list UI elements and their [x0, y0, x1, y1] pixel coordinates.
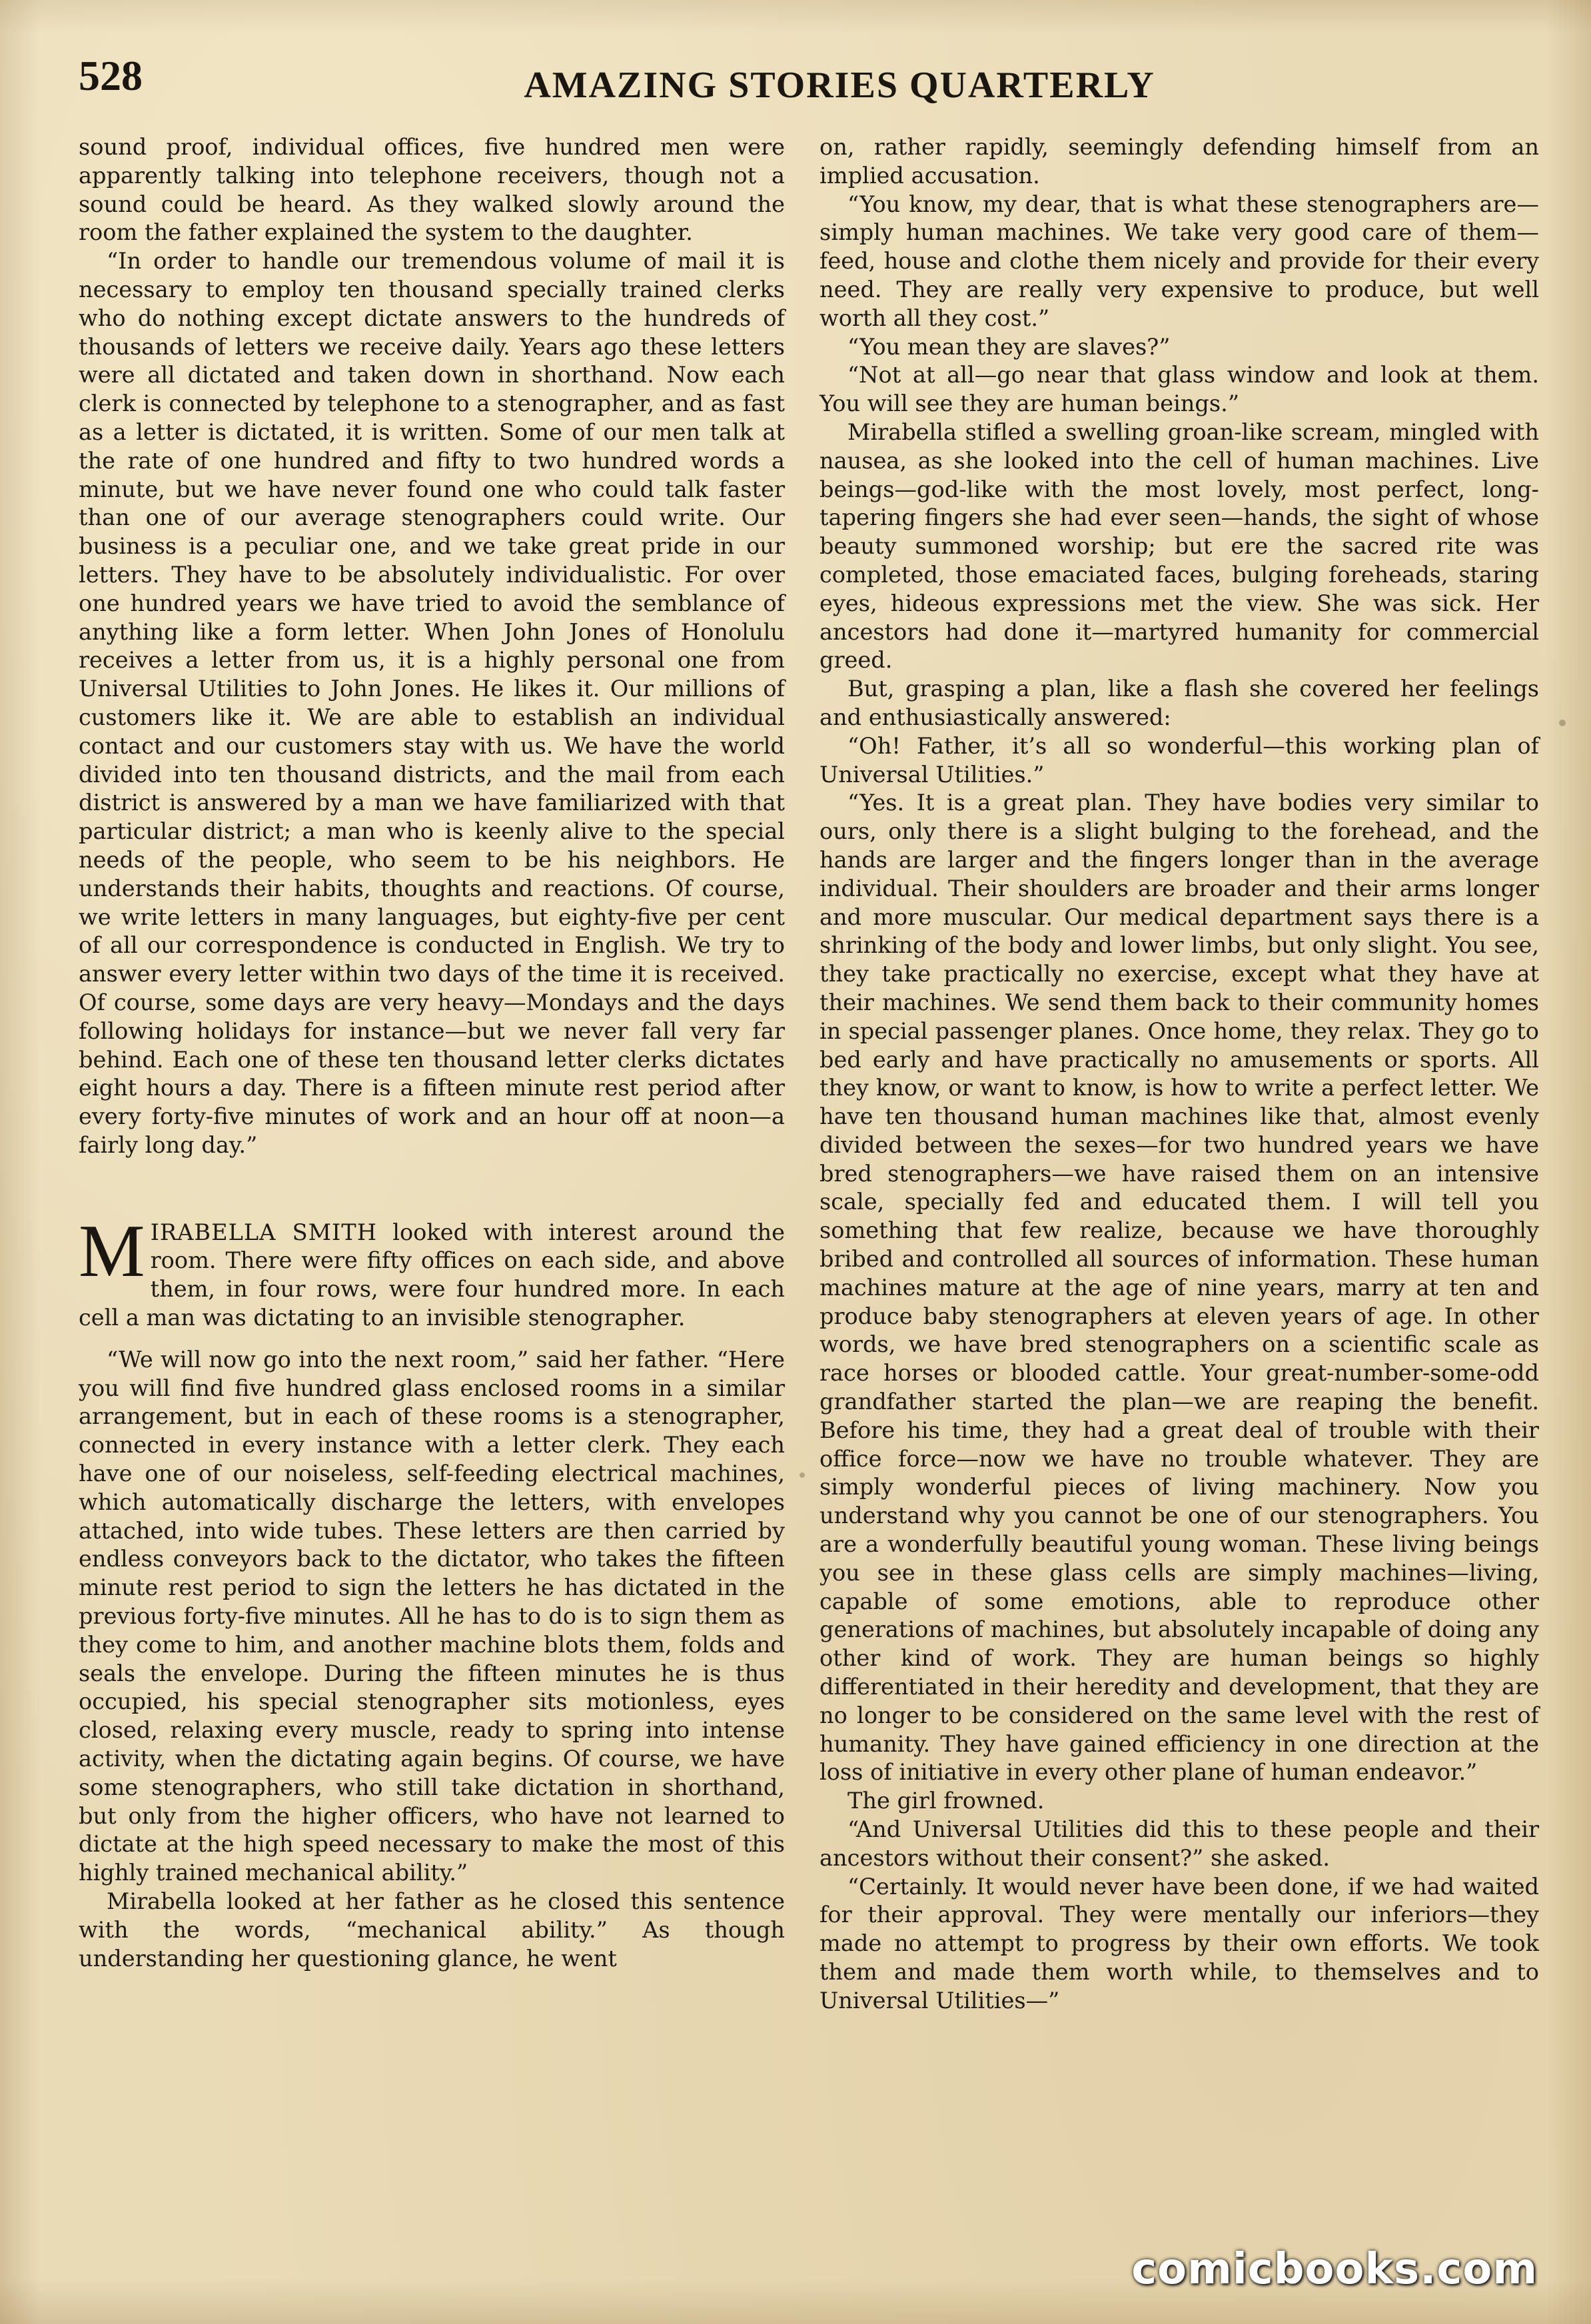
paragraph: “Not at all—go near that glass window and look at them. You will see they are human beings.”	[819, 362, 1539, 417]
paragraph: The girl frowned.	[847, 1788, 1045, 1814]
right-column	[819, 133, 1539, 2016]
paragraph: But, grasping a plan, like a flash she covered her feelings and enthusiastically answered:	[819, 676, 1539, 730]
paragraph: “Certainly. It would never have been done, if we had waited for their approval. They were mentally our inferiors—they made no attempt to progress by their own efforts. We took them and made them worth while, to themselves and to Universal Utilities—”	[819, 1873, 1539, 2014]
paragraph: “You mean they are slaves?”	[847, 333, 1171, 360]
paragraph-text: looked with interest around the room. There were fifty offices on each side, and above them, in four rows, were four hundred more. In each cell a man was dictating to an invisible stenographer.	[79, 1219, 785, 1331]
section-opening-paragraph	[79, 1209, 785, 1333]
small-caps-lead: IRABELLA SMITH	[150, 1219, 377, 1245]
page-number: 528	[79, 52, 143, 99]
paragraph: Mirabella looked at her father as he closed this sentence with the words, “mechanical ability.” As though understanding her questioning glance, he went	[79, 1888, 785, 1972]
paragraph: “Oh! Father, it’s all so wonderful—this working plan of Universal Utilities.”	[819, 732, 1539, 788]
drop-cap: M	[79, 1209, 145, 1293]
paragraph: “And Universal Utilities did this to these people and their ancestors without their consent?” she asked.	[819, 1816, 1539, 1871]
paragraph: “Yes. It is a great plan. They have bodies very similar to ours, only there is a slight bulging to the forehead, and the hands are larger and the fingers longer than in the average individual. Their shoulders are broader and their arms longer and more muscular. Our medical department says there is a shrinking of the body and lower limbs, but only slight. You see, they take practically no exercise, except what they have at their machines. We send them back to their community homes in special passenger planes. Once home, they relax. They go to bed early and have practically no amusements or sports. All they know, or want to know, is how to write a perfect letter. We have ten thousand human machines like that, almost evenly divided between the sexes—for two hundred years we have bred stenographers—we have raised them on an intensive scale, specially fed and educated them. I will tell you something that few realize, because we have thoroughly bribed and controlled all sources of information. These human machines mature at the age of nine years, marry at ten and produce baby stenographers at eleven years of age. In other words, we have bred stenographers on a scientific scale as race horses or blooded cattle. Your great-number-some-odd grandfather started the plan—we are reaping the benefit. Before his time, they had a great deal of trouble with their office force—now we have no trouble whatever. They are simply wonderful pieces of living machinery. Now you understand why you cannot be one of our stenographers. You are a wonderfully beautiful young woman. These living beings you see in these glass cells are simply machines—living, capable of some emotions, able to reproduce other generations of machines, but absolutely incapable of doing any other kind of work. They are human beings so highly differentiated in their heredity and development, that they are no longer to be considered on the same level with the rest of humanity. They have gained efficiency in one direction at the loss of initiative in every other plane of human endeavor.”	[819, 790, 1539, 1786]
paragraph: “You know, my dear, that is what these stenographers are—simply human machines. We take very good care of them—feed, house and clothe them nicely and provide for their every need. They are really very expensive to produce, but well worth all they cost.”	[819, 191, 1539, 331]
paragraph: “In order to handle our tremendous volume of mail it is necessary to employ ten thousand specially trained clerks who do nothing except dictate answers to the hundreds of thousands of letters we receive daily. Years ago these letters were all dictated and taken down in shorthand. Now each clerk is connected by telephone to a stenographer, and as fast as a letter is dictated, it is written. Some of our men talk at the rate of one hundred and fifty to two hundred words a minute, but we have never found one who could talk faster than one of our average stenographers could write. Our business is a peculiar one, and we take great pride in our letters. They have to be absolutely individualistic. For over one hundred years we have tried to avoid the semblance of anything like a form letter. When John Jones of Honolulu receives a letter from us, it is a highly personal one from Universal Utilities to John Jones. He likes it. Our millions of customers like it. We are able to establish an individual contact and our customers stay with us. We have the world divided into ten thousand districts, and the mail from each district is answered by a man we have familiarized with that particular district; a man who is keenly alive to the special needs of the people, who seem to be his neighbors. He understands their habits, thoughts and reactions. Of course, we write letters in many languages, but eighty-five per cent of all our correspondence is conducted in English. We try to answer every letter within two days of the time it is received. Of course, some days are very heavy—Mondays and the days following holidays for instance—but we never fall very far behind. Each one of these ten thousand letter clerks dictates eight hours a day. There is a fifteen minute rest period after every forty-five minutes of work and an hour off at noon—a fairly long day.”	[79, 248, 785, 1158]
ink-spot	[799, 1472, 805, 1478]
watermark-logo: comicbooks.com	[1131, 2245, 1538, 2294]
paragraph: Mirabella stifled a swelling groan-like scream, mingled with nausea, as she looked into the cell of human machines. Live beings—god-like with the most lovely, most perfect, long-tapering fingers she had ever seen—hands, the sight of whose beauty summoned worship; but ere the sacred rite was completed, those emaciated faces, bulging foreheads, staring eyes, hideous expressions met the view. She was sick. Her ancestors had done it—martyred humanity for commercial greed.	[819, 418, 1539, 674]
running-head: AMAZING STORIES QUARTERLY	[524, 65, 1155, 106]
paragraph: “We will now go into the next room,” said her father. “Here you will find five hundred glass enclosed rooms in a similar arrangement, but in each of these rooms is a stenographer, connected in every instance with a letter clerk. They each have one of our noiseless, self-feeding electrical machines, which automatically discharge the letters, with envelopes attached, into wide tubes. These letters are then carried by endless conveyors back to the dictator, who takes the fifteen minute rest period to sign the letters he has dictated in the previous forty-five minutes. All he has to do is to sign them as they come to him, and another machine blots them, folds and seals the envelope. During the fifteen minutes he is thus occupied, his special stenographer sits motionless, eyes closed, relaxing every muscle, ready to spring into intense activity, when the dictating again begins. Of course, we have some stenographers, who still take dictation in shorthand, but only from the higher officers, who have not learned to dictate at the high speed necessary to make the most of this highly trained mechanical ability.”	[79, 1346, 785, 1886]
paragraph: on, rather rapidly, seemingly defending himself from an implied accusation.	[819, 134, 1539, 189]
left-column	[79, 133, 785, 1973]
paragraph: sound proof, individual offices, five hundred men were apparently talking into telephone receivers, though not a sound could be heard. As they walked slowly around the room the father explained the system to the daughter.	[79, 134, 785, 246]
ink-spot	[1559, 720, 1566, 726]
